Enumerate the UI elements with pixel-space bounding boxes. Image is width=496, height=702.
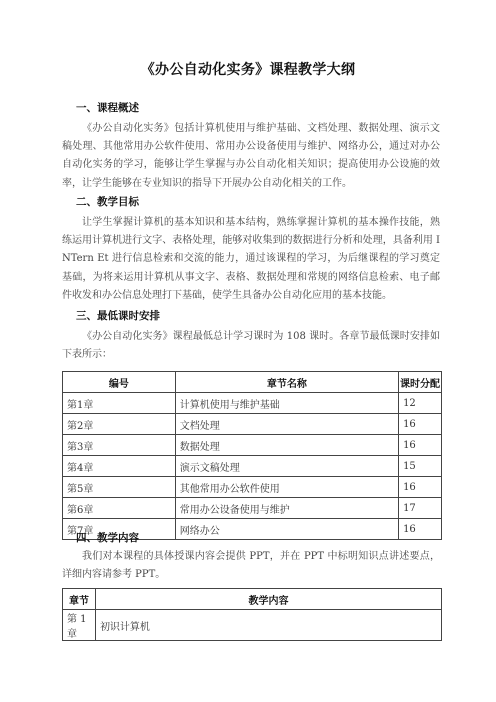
table-cell: 第6章 (63, 498, 176, 519)
table-cell: 17 (399, 498, 442, 519)
column-header: 章节名称 (175, 372, 398, 393)
table-cell: 数据处理 (175, 435, 398, 456)
section-heading-overview: 一、课程概述 (76, 102, 139, 114)
table-cell: 12 (399, 393, 442, 414)
table-row (63, 610, 442, 641)
section-heading-objectives: 二、教学目标 (76, 196, 139, 208)
table-cell: 16 (399, 435, 442, 456)
section-heading-hours: 三、最低课时安排 (76, 310, 160, 322)
column-header: 编号 (63, 372, 176, 393)
column-header: 教学内容 (95, 589, 441, 610)
table-row (63, 477, 442, 498)
column-header: 章节 (63, 589, 96, 610)
table-cell: 16 (399, 519, 442, 540)
column-header: 课时分配 (399, 372, 442, 393)
table-cell: 第3章 (63, 435, 176, 456)
table-cell: 第2章 (63, 414, 176, 435)
table-header-row (63, 589, 442, 610)
table-cell: 16 (399, 414, 442, 435)
section-text-overview: 《办公自动化实务》包括计算机使用与维护基础、文档处理、数据处理、演示文稿处理、其他常用办公软件使用、常用办公设备使用与维护、网络办公，通过对办公自动化实务的学习，能够让学生掌握与办公自动化相关知识；提高使用办公设施的效率，让学生能够在专业知识的指导下开展办公自动化相关的工作。 (62, 123, 440, 189)
table-row (63, 498, 442, 519)
table-row (63, 456, 442, 477)
table-cell: 16 (399, 477, 442, 498)
table-cell: 初识计算机 (95, 610, 441, 641)
table-row (63, 435, 442, 456)
section-text-hours: 《办公自动化实务》课程最低总计学习课时为 108 课时。各章节最低课时安排如下表所示： (62, 331, 440, 361)
section-text-content: 我们对本课程的具体授课内容会提供 PPT，并在 PPT 中标明知识点讲述要点，详细内容请参考 PPT。 (62, 551, 440, 581)
table-cell: 第 1 章 (63, 610, 96, 641)
table-cell: 网络办公 (175, 519, 398, 540)
table-row (63, 414, 442, 435)
table-row (63, 393, 442, 414)
table-cell: 15 (399, 456, 442, 477)
table-cell: 文档处理 (175, 414, 398, 435)
table-cell: 第1章 (63, 393, 176, 414)
section-heading-content: 四、教学内容 (76, 532, 139, 544)
content-table (62, 588, 442, 641)
section-text-objectives: 让学生掌握计算机的基本知识和基本结构，熟练掌握计算机的基本操作技能，熟练运用计算机进行文字、表格处理，能够对收集到的数据进行分析和处理，具备利用 I NTern Et 进行信息检索和交流的能力，通过该课程的学习，为后继课程的学习奠定基础，为将来运用计算机从事文字、表格、数据处理和常规的网络信息检索、电子邮件收发和办公信息处理打下基础，使学生具备办公自动化应用的基本技能。 (62, 217, 440, 301)
document-title: 《办公自动化实务》课程教学大纲 (140, 62, 356, 78)
table-cell: 演示文稿处理 (175, 456, 398, 477)
table-header-row (63, 372, 442, 393)
table-cell: 第7章 (63, 519, 176, 540)
table-cell: 第5章 (63, 477, 176, 498)
table-cell: 计算机使用与维护基础 (175, 393, 398, 414)
table-cell: 常用办公设备使用与维护 (175, 498, 398, 519)
table-cell: 第4章 (63, 456, 176, 477)
hours-table (62, 371, 442, 540)
table-cell: 其他常用办公软件使用 (175, 477, 398, 498)
